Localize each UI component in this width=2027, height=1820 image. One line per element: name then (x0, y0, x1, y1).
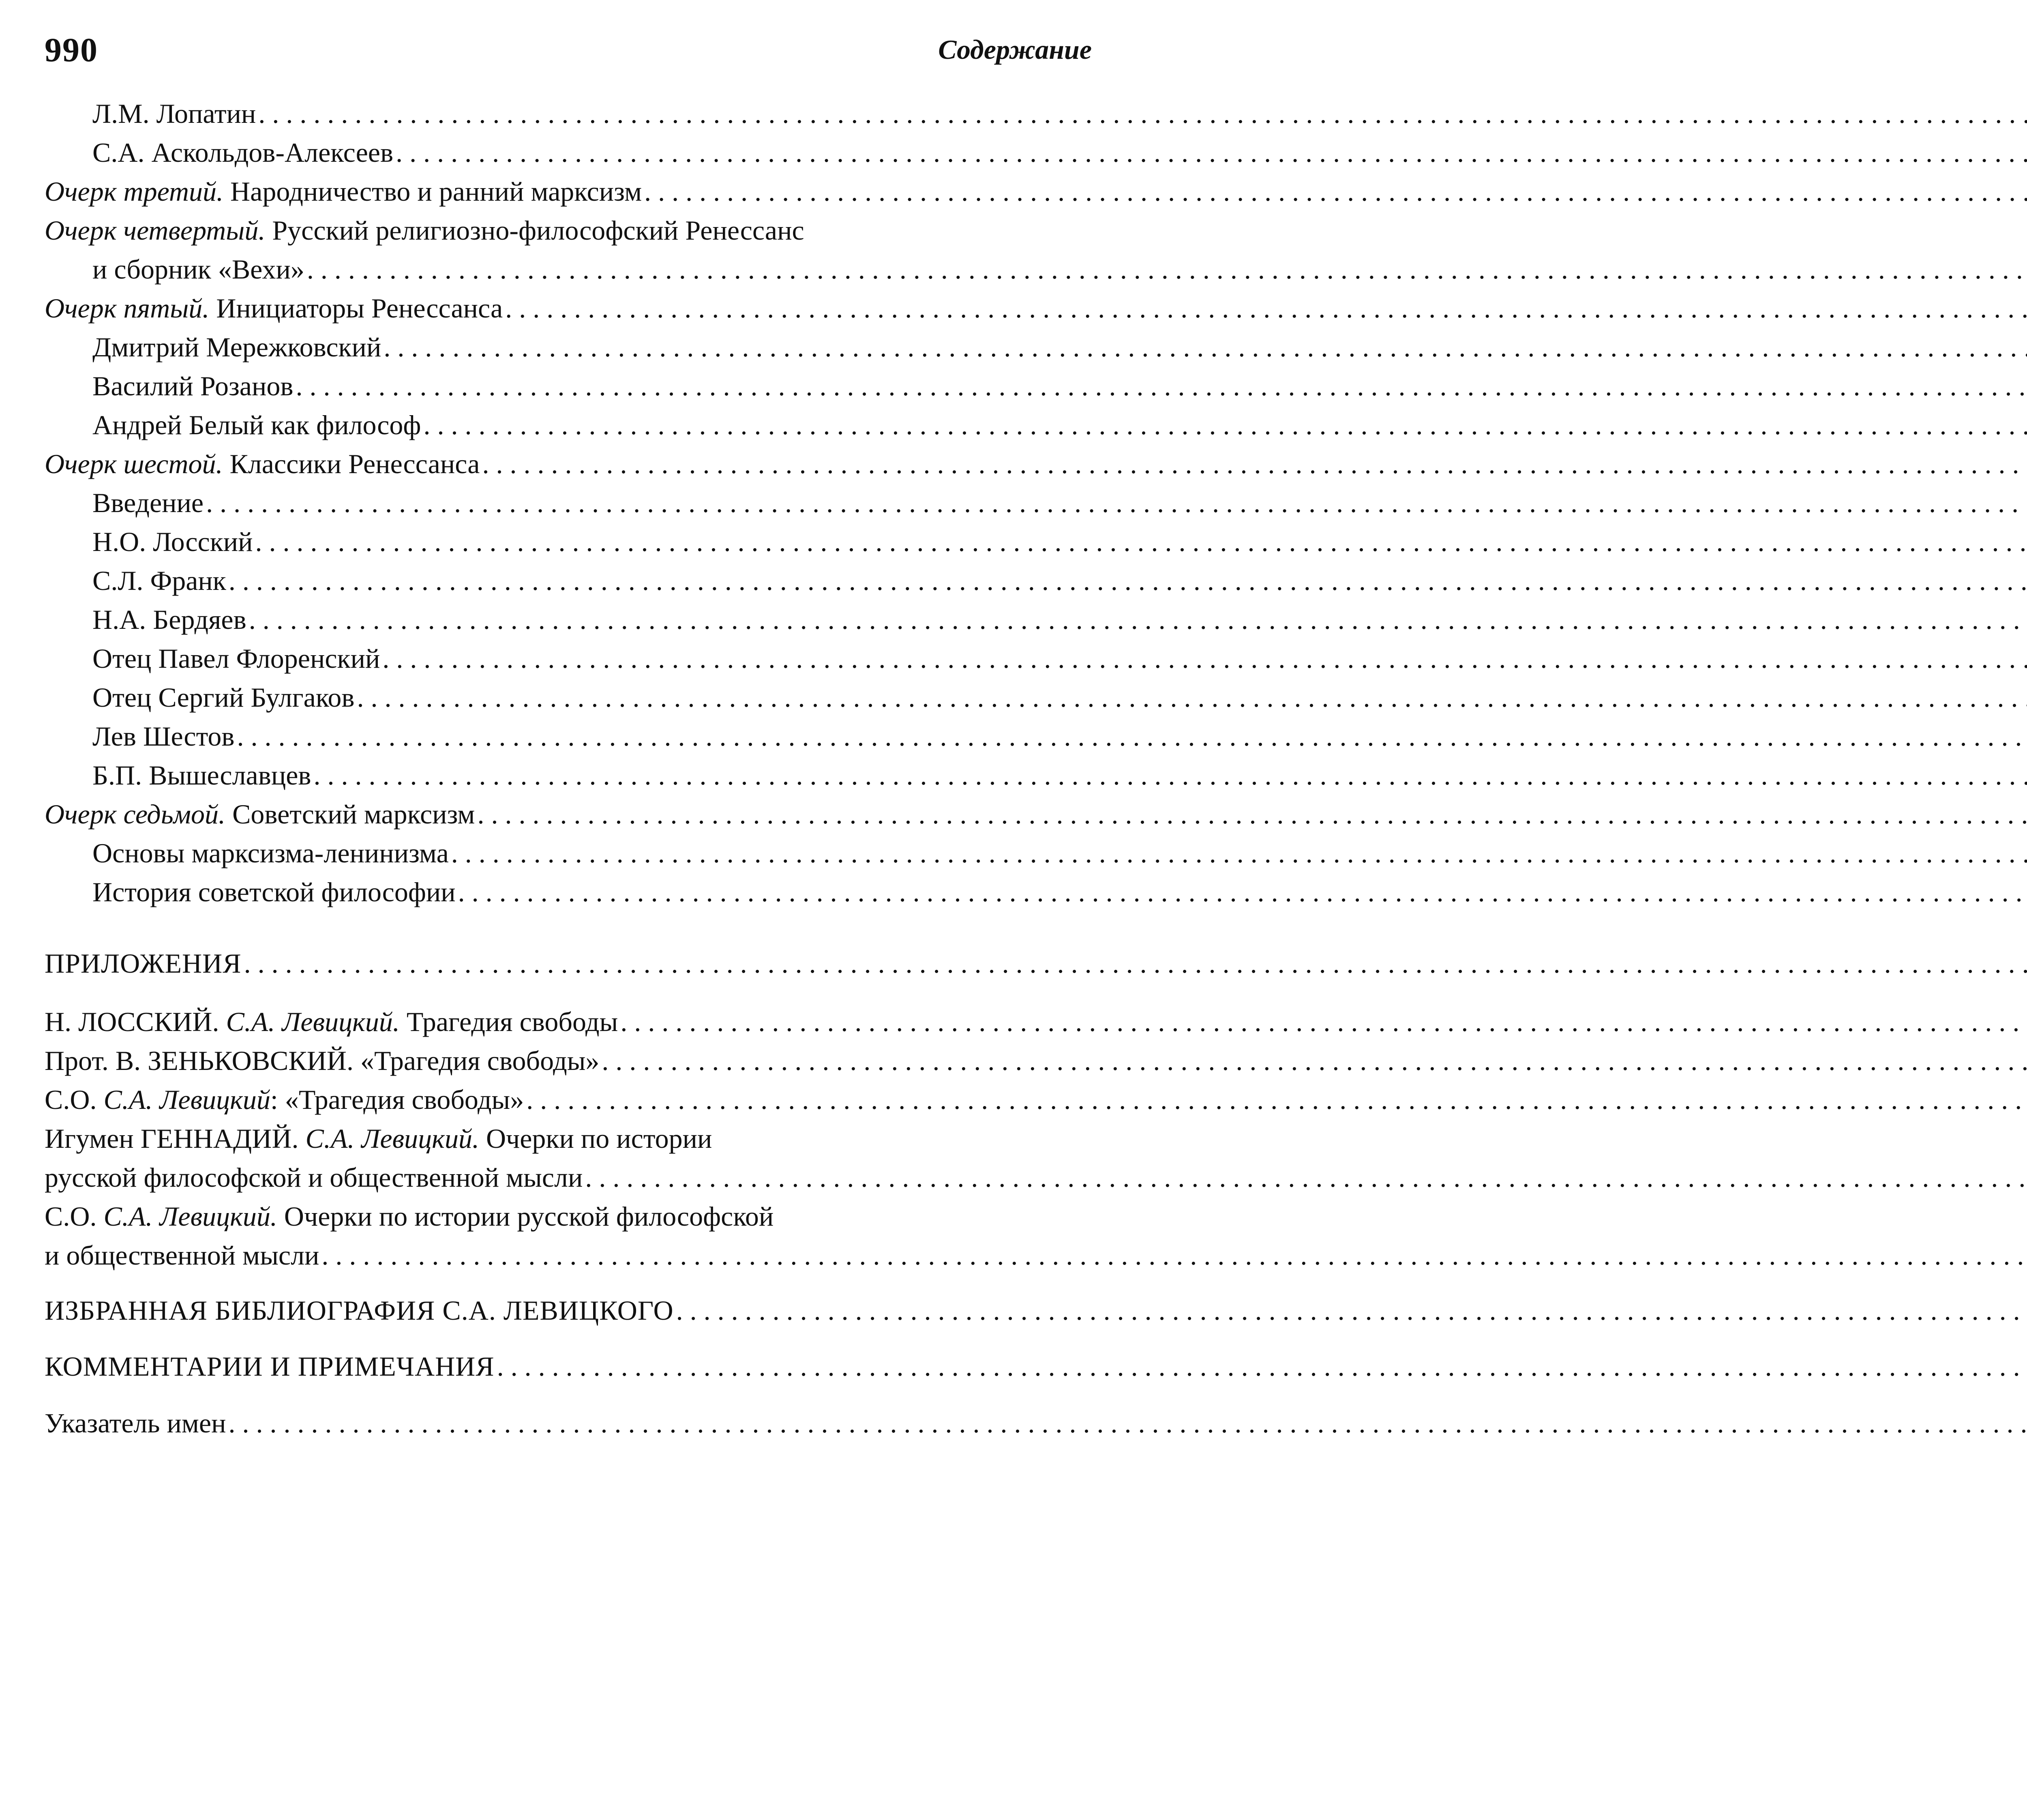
dot-leader (458, 872, 2027, 911)
toc-entry-title (45, 172, 642, 211)
dot-leader (321, 1236, 2027, 1275)
toc-entry-text: С.А. Левицкий. (226, 1006, 400, 1037)
table-of-contents (45, 94, 1092, 1443)
toc-subentry[interactable] (45, 639, 1092, 678)
dot-leader (382, 639, 2027, 678)
toc-entry-text: История советской философии (92, 877, 456, 907)
dot-leader (451, 834, 2027, 872)
dot-leader (357, 678, 2027, 717)
toc-appendix-entry[interactable] (45, 1002, 1092, 1041)
page-header (45, 30, 1092, 75)
page-number: 990 (45, 31, 98, 69)
toc-entry-title (45, 1158, 583, 1197)
toc-entry-text: С.О. (45, 1201, 104, 1232)
toc-entry-title (92, 678, 355, 717)
toc-entry-text: Лев Шестов (92, 721, 235, 752)
dot-leader (396, 133, 2027, 172)
toc-appendix-entry[interactable] (45, 1080, 1092, 1119)
toc-entry-title (45, 1080, 524, 1119)
dot-leader (244, 944, 2027, 983)
toc-subentry[interactable] (45, 600, 1092, 639)
toc-entry-text: Б.П. Вышеславцев (92, 760, 311, 791)
toc-entry-title (92, 405, 421, 444)
toc-subentry[interactable] (45, 756, 1092, 795)
toc-entry-text: Очерки по истории русской философской (277, 1201, 774, 1232)
toc-appendix-heading[interactable] (45, 944, 1092, 983)
toc-entry-title (45, 1197, 774, 1236)
toc-entry-title (92, 328, 381, 367)
toc-entry-text: и сборник «Вехи» (92, 254, 304, 285)
toc-entry-text: С.А. Левицкий. (305, 1123, 479, 1154)
toc-entry-text: Трагедия свободы (399, 1006, 618, 1037)
toc-appendix-entry[interactable] (45, 1236, 1092, 1275)
toc-entry-text: Прот. В. ЗЕНЬКОВСКИЙ. «Трагедия свободы» (45, 1045, 600, 1076)
dot-leader (206, 483, 2027, 522)
toc-entry-title: КОММЕНТАРИИ И ПРИМЕЧАНИЯ (45, 1351, 495, 1382)
toc-entry-title: ПРИЛОЖЕНИЯ (45, 948, 242, 979)
spacer (45, 983, 1092, 1002)
toc-subentry[interactable] (45, 94, 1092, 133)
toc-subentry[interactable] (45, 483, 1092, 522)
toc-name-index[interactable] (45, 1404, 1092, 1443)
toc-entry-title (92, 522, 253, 561)
toc-entry-title (45, 1041, 599, 1080)
toc-entry-text: Народничество и ранний марксизм (223, 176, 642, 207)
toc-commentary[interactable] (45, 1347, 1092, 1386)
toc-subentry[interactable] (45, 561, 1092, 600)
toc-entry-title (92, 561, 226, 600)
dot-leader (384, 328, 2027, 367)
toc-entry-title (45, 1236, 319, 1275)
toc-entry-title (45, 211, 804, 250)
toc-entry-text: Русский религиозно-философский Ренессанс (265, 215, 804, 246)
toc-subentry[interactable] (45, 367, 1092, 405)
toc-entry-text: Василий Розанов (92, 371, 294, 401)
dot-leader (228, 1404, 2027, 1443)
dot-leader (249, 600, 2027, 639)
toc-appendix-entry[interactable] (45, 1197, 1092, 1236)
toc-entry-title (92, 367, 294, 405)
dot-leader (526, 1080, 2027, 1119)
toc-entry-text: С.А. Левицкий. (103, 1201, 277, 1232)
toc-entry-title (92, 834, 449, 872)
toc-appendix-entry[interactable] (45, 1158, 1092, 1197)
running-title: Содержание (938, 34, 1092, 65)
toc-chapter-entry[interactable] (45, 172, 1092, 211)
toc-entry-prefix: Очерк седьмой. (45, 799, 226, 830)
toc-entry-title (92, 483, 204, 522)
dot-leader (676, 1291, 2027, 1330)
toc-entry-text: Л.М. Лопатин (92, 98, 256, 129)
dot-leader (307, 250, 2027, 289)
toc-entry-text: : «Трагедия свободы» (270, 1084, 524, 1115)
toc-entry-title (45, 1002, 618, 1041)
toc-subentry[interactable] (45, 717, 1092, 756)
dot-leader (477, 795, 2027, 834)
toc-entry-title (92, 717, 235, 756)
spacer (45, 1275, 1092, 1291)
toc-entry-text: С.Л. Франк (92, 565, 226, 596)
dot-leader (644, 172, 2027, 211)
toc-entry-prefix: Очерк третий. (45, 176, 224, 207)
toc-entry-title: ИЗБРАННАЯ БИБЛИОГРАФИЯ С.А. ЛЕВИЦКОГО (45, 1295, 674, 1326)
dot-leader (482, 444, 2027, 483)
toc-appendix-entry[interactable] (45, 1041, 1092, 1080)
toc-main-section (45, 94, 1092, 911)
toc-entry-title (45, 795, 475, 834)
toc-entry-prefix: Очерк шестой. (45, 448, 223, 479)
toc-entry-text: Н. ЛОССКИЙ. (45, 1006, 226, 1037)
toc-entry-prefix: Очерк четвертый. (45, 215, 266, 246)
toc-entry-text: Очерки по истории (479, 1123, 712, 1154)
toc-entry-text: и общественной мысли (45, 1240, 319, 1271)
toc-entry-title: Указатель имен (45, 1408, 226, 1438)
toc-subentry[interactable] (45, 678, 1092, 717)
toc-entry-title (92, 756, 311, 795)
toc-entry-title (45, 444, 480, 483)
toc-entry-text: Классики Ренессанса (223, 448, 480, 479)
toc-entry-text: Инициаторы Ренессанса (209, 293, 503, 324)
toc-subentry[interactable] (45, 133, 1092, 172)
dot-leader (602, 1041, 2027, 1080)
toc-entry-title (92, 600, 246, 639)
dot-leader (505, 289, 2027, 328)
toc-chapter-entry[interactable] (45, 444, 1092, 483)
toc-entry-text: Дмитрий Мережковский (92, 332, 381, 362)
toc-entry-text: С.А. Левицкий (103, 1084, 270, 1115)
toc-entry-text: Советский марксизм (225, 799, 475, 830)
toc-subentry[interactable] (45, 522, 1092, 561)
toc-subentry[interactable] (45, 328, 1092, 367)
toc-entry-title (92, 639, 380, 678)
toc-chapter-entry[interactable] (45, 289, 1092, 328)
toc-entry-text: Н.О. Лосский (92, 526, 253, 557)
toc-entry-text: Отец Павел Флоренский (92, 643, 380, 674)
toc-subentry[interactable] (45, 250, 1092, 289)
dot-leader (314, 756, 2027, 795)
toc-entry-title (45, 289, 503, 328)
dot-leader (620, 1002, 2027, 1041)
toc-entry-text: С.О. (45, 1084, 104, 1115)
toc-entry-text: Н.А. Бердяев (92, 604, 246, 635)
dot-leader (255, 522, 2027, 561)
toc-bibliography[interactable] (45, 1291, 1092, 1330)
toc-appendix-section (45, 1002, 1092, 1275)
dot-leader (585, 1158, 2027, 1197)
toc-entry-text: русской философской и общественной мысли (45, 1162, 583, 1193)
spacer (45, 911, 1092, 944)
spacer (45, 1330, 1092, 1347)
toc-entry-text: Основы марксизма-ленинизма (92, 838, 449, 868)
toc-entry-title (92, 133, 393, 172)
toc-subentry[interactable] (45, 872, 1092, 911)
dot-leader (296, 367, 2027, 405)
toc-chapter-entry[interactable] (45, 211, 1092, 250)
toc-entry-title (92, 94, 256, 133)
toc-entry-title (92, 872, 456, 911)
toc-entry-title (92, 250, 304, 289)
toc-entry-text: Введение (92, 487, 204, 518)
toc-entry-text: Андрей Белый как философ (92, 409, 421, 440)
toc-subentry[interactable] (45, 834, 1092, 872)
toc-subentry[interactable] (45, 405, 1092, 444)
toc-entry-text: С.А. Аскольдов-Алексеев (92, 137, 394, 168)
dot-leader (237, 717, 2027, 756)
toc-entry-text: Отец Сергий Булгаков (92, 682, 355, 713)
dot-leader (423, 405, 2027, 444)
spacer (45, 1386, 1092, 1404)
toc-entry-text: Игумен ГЕННАДИЙ. (45, 1123, 306, 1154)
toc-appendix-entry[interactable] (45, 1119, 1092, 1158)
toc-chapter-entry[interactable] (45, 795, 1092, 834)
dot-leader (258, 94, 2027, 133)
toc-entry-title (45, 1119, 712, 1158)
toc-entry-prefix: Очерк пятый. (45, 293, 210, 324)
dot-leader (497, 1347, 2027, 1386)
dot-leader (229, 561, 2027, 600)
